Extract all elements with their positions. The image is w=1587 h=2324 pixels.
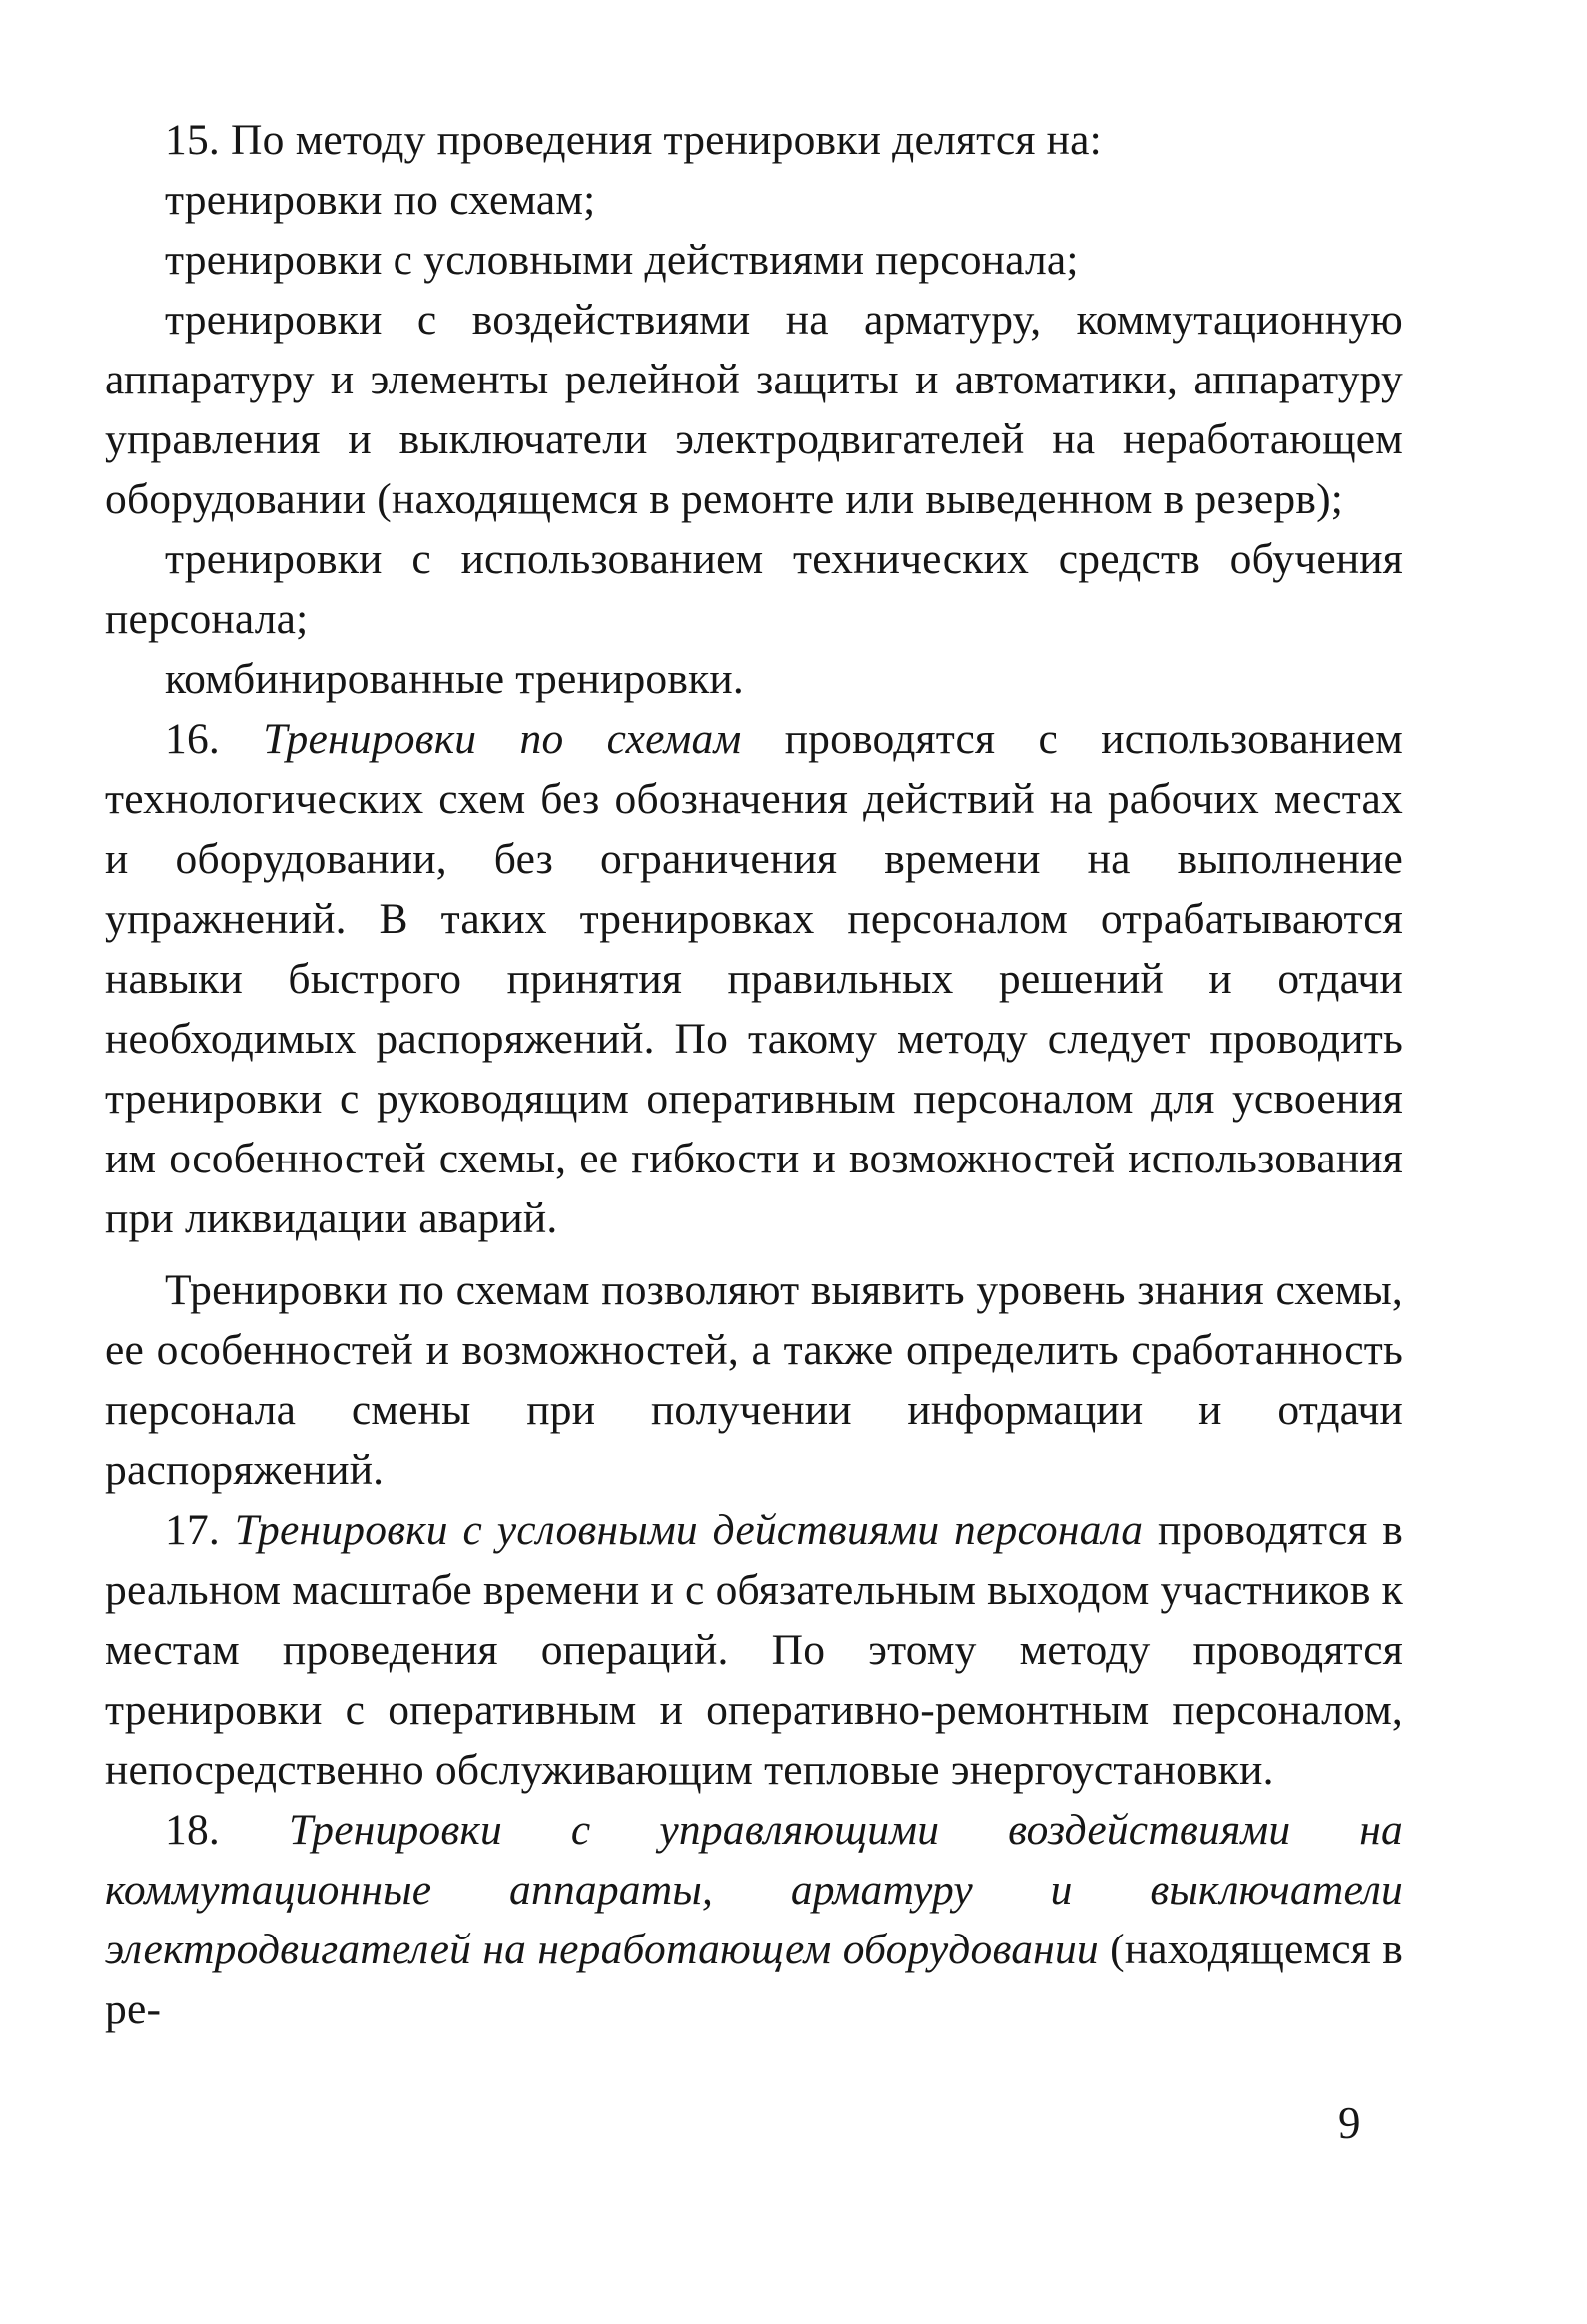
page-number: 9 [1338,2098,1361,2148]
list-item-combined [105,649,1403,709]
paragraph-17 [105,1500,1403,1800]
paragraph-number: 17. [165,1506,235,1554]
list-item-technical-means [105,529,1403,649]
text-run: (находящемся в ре- [105,1926,1403,2033]
list-item-equipment-actions [105,290,1403,529]
text-run: проводятся в реальном масштабе времени и с обязательным выходом участников к местам проведения операций. По этому методу проводятся тренировки с оперативным и оперативно-ремонтным персоналом, непосредственно обслуживающим тепловые энергоустановки. [105,1506,1403,1794]
paragraph-number: 18. [165,1806,289,1854]
italic-term: Тренировки с управляющими воздействиями на коммутационные аппараты, арматуру и выключатели электродвигателей на неработающем оборудовании [105,1806,1403,1973]
paragraph-16-continued [105,1260,1403,1500]
text-run: тренировки с использованием технических средств обучения персонала; [105,535,1403,643]
italic-term: Тренировки с условными действиями персонала [234,1506,1144,1554]
paragraph-15-intro [105,110,1403,170]
text-run: 15. По методу проведения тренировки делятся на: [165,116,1102,164]
text-run: Тренировки по схемам позволяют выявить уровень знания схемы, ее особенностей и возможностей, а также определить сработанность персонала смены при получении информации и отдачи распоряжений. [105,1266,1403,1494]
list-item-schemes [105,170,1403,230]
text-run: тренировки с условными действиями персонала; [165,236,1079,284]
paragraph-16 [105,709,1403,1248]
italic-term: Тренировки по схемам [263,715,742,763]
page-body [105,110,1403,2039]
list-item-conditional-actions [105,230,1403,290]
paragraph-number: 16. [165,715,264,763]
text-run: тренировки по схемам; [165,176,596,224]
text-run: тренировки с воздействиями на арматуру, коммутационную аппаратуру и элементы релейной защиты и автоматики, аппаратуру управления и выключатели электродвигателей на неработающем оборудовании (находящемся в ремонте или выведенном в резерв); [105,296,1403,523]
text-run: проводятся с использованием технологических схем без обозначения действий на рабочих местах и оборудовании, без ограничения времени на выполнение упражнений. В таких тренировках персоналом отрабатываются навыки быстрого принятия правильных решений и отдачи необходимых распоряжений. По такому методу следует проводить тренировки с руководящим оперативным персоналом для усвоения им особенностей схемы, ее гибкости и возможностей использования при ликвидации аварий. [105,715,1403,1242]
paragraph-18 [105,1800,1403,2039]
text-run: комбинированные тренировки. [165,655,744,703]
